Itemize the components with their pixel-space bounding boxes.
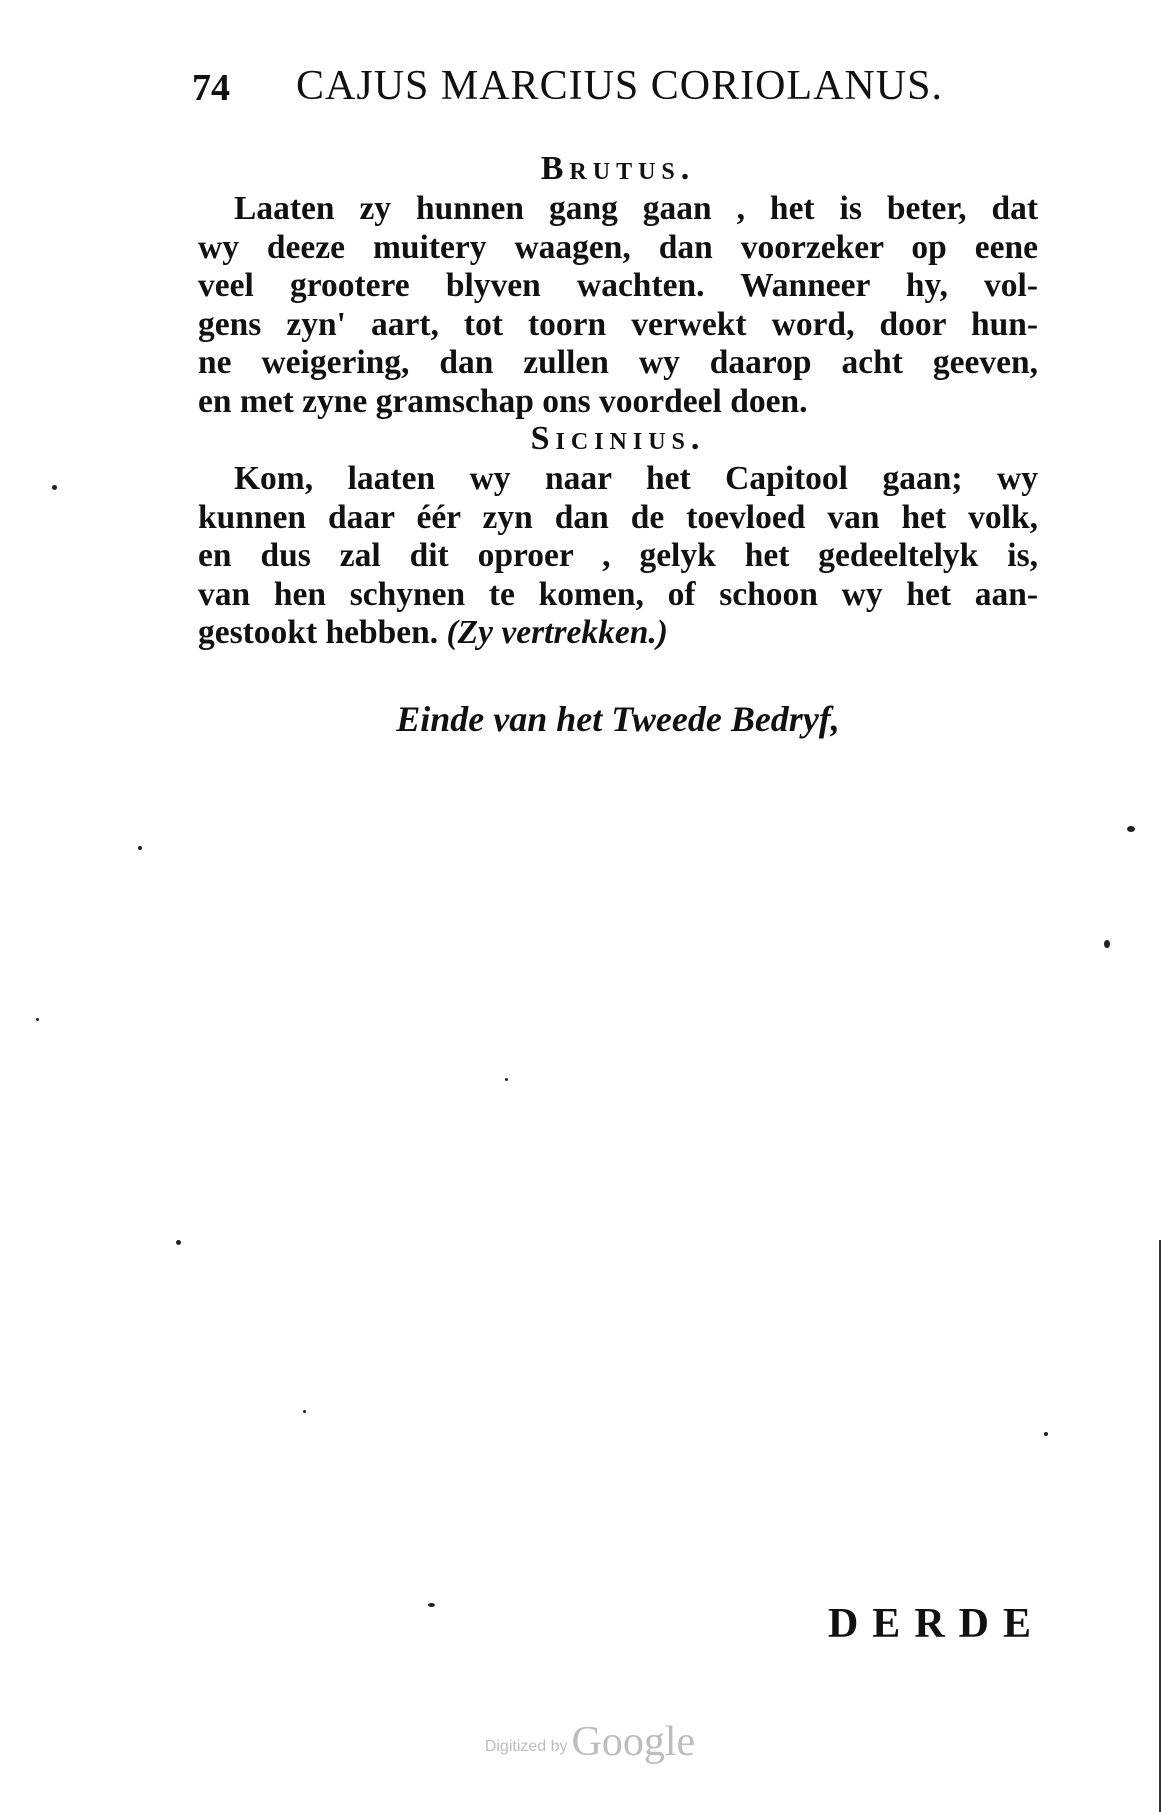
scan-speck: [52, 485, 57, 490]
scan-speck: [1104, 940, 1110, 948]
watermark-brand: Google: [571, 1719, 696, 1765]
speech-line: Kom, laaten wy naar het Capitool gaan; wy: [234, 460, 1038, 497]
speech-line: Laaten zy hunnen gang gaan , het is beter, dat: [234, 190, 1038, 227]
watermark-prefix: Digitized by: [484, 1738, 568, 1755]
speech-line: en met zyne gramschap ons voordeel doen.: [198, 382, 808, 420]
running-head: [190, 62, 950, 112]
speech-line-text: gestookt hebben.: [198, 614, 439, 651]
speech-line: ne weigering, dan zullen wy daarop acht geeven,: [198, 344, 1038, 381]
scan-speck: [1127, 826, 1135, 832]
scan-speck: [176, 1240, 181, 1245]
scan-speck: [138, 846, 142, 850]
scan-speck: [36, 1018, 39, 1021]
speech-line: van hen schynen te komen, of schoon wy het aan-: [198, 575, 1038, 613]
scan-speck: [303, 1410, 306, 1413]
speech-line: gens zyn' aart, tot toorn verwekt word, door hun-: [198, 305, 1038, 343]
running-title: CAJUS MARCIUS CORIOLANUS.: [296, 63, 943, 109]
speech-line: veel grootere blyven wachten. Wanneer hy, vol-: [198, 267, 1038, 304]
speaker-name-sicinius: Sicinius.: [530, 420, 706, 457]
stage-direction: (Zy vertrekken.): [446, 614, 668, 651]
scan-speck: [428, 1603, 435, 1607]
speech-line: kunnen daar éér zyn dan de toevloed van het volk,: [198, 498, 1038, 536]
page-number: 74: [192, 67, 230, 109]
scan-speck: [505, 1078, 508, 1081]
catchword: DERDE: [827, 1601, 1045, 1647]
speech-line-final: [198, 614, 1038, 653]
act-end-notice: Einde van het Tweede Bedryf,: [396, 699, 840, 739]
scan-speck: [1044, 1432, 1048, 1436]
speech-line: en dus zal dit oproer , gelyk het gedeeltelyk is,: [198, 537, 1038, 574]
speech-brutus: [198, 190, 1038, 421]
speech-sicinius: [198, 460, 1038, 653]
speech-line: wy deeze muitery waagen, dan voorzeker op eene: [198, 228, 1038, 266]
digitization-watermark: [420, 1718, 760, 1766]
speaker-name-brutus: Brutus.: [540, 150, 696, 187]
